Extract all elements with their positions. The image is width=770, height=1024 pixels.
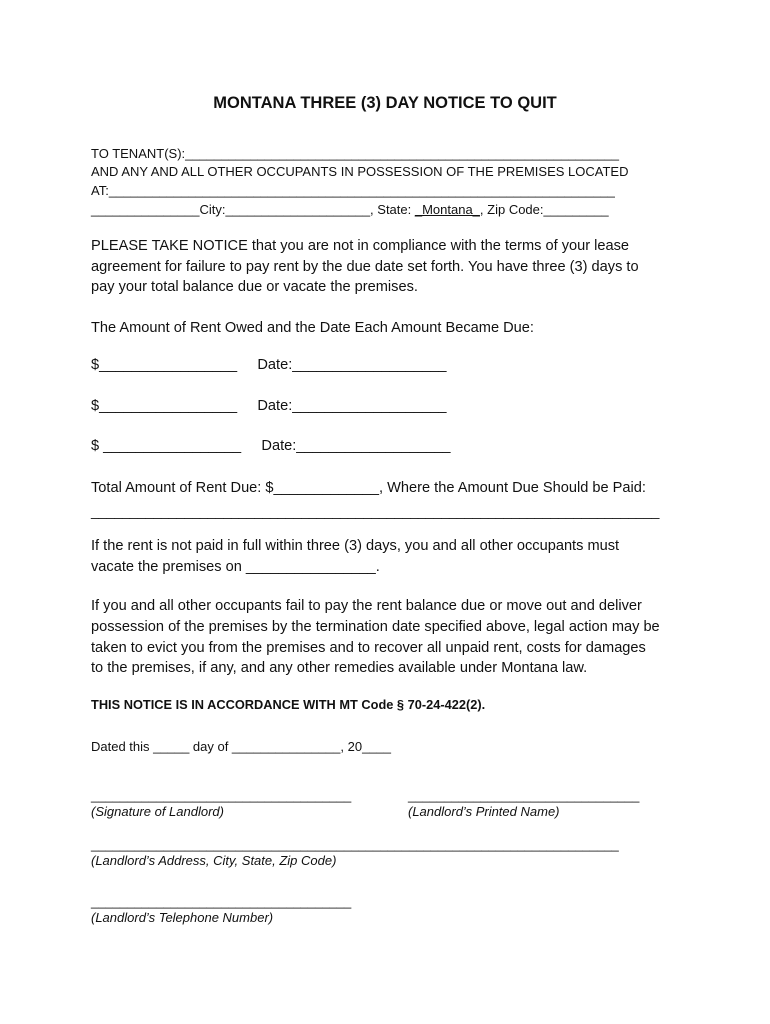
landlord-printed-name-field[interactable]: ________________________________ [408, 788, 640, 803]
dated-field[interactable]: Dated this _____ day of _______________, 20____ [91, 739, 391, 754]
landlord-signature-field[interactable]: ____________________________________ [91, 788, 352, 803]
city-field[interactable]: _______________City:____________________, State: [91, 202, 415, 217]
occupants-line: AND ANY AND ALL OTHER OCCUPANTS IN POSSESSION OF THE PREMISES LOCATED [91, 164, 629, 179]
signature-label: (Signature of Landlord) [91, 804, 224, 819]
payment-location-field[interactable]: _________________________________________________________________________ [91, 503, 660, 519]
consequence-line-1: If you and all other occupants fail to pay the rent balance due or move out and deliver [91, 598, 642, 614]
address-field[interactable]: AT:______________________________________________________________________ [91, 183, 615, 198]
consequence-line-4: to the premises, if any, and any other remedies available under Montana law. [91, 660, 588, 676]
code-notice: THIS NOTICE IS IN ACCORDANCE WITH MT Code § 70-24-422(2). [91, 697, 486, 712]
consequence-line-2: possession of the premises by the termination date specified above, legal action may be [91, 619, 660, 635]
state-field[interactable]: _Montana_ [414, 202, 480, 217]
vacate-line-1: If the rent is not paid in full within three (3) days, you and all other occupants must [91, 538, 620, 554]
landlord-phone-field[interactable]: ____________________________________ [91, 894, 352, 909]
printed-name-label: (Landlord’s Printed Name) [408, 804, 560, 819]
rent-heading: The Amount of Rent Owed and the Date Each Amount Became Due: [91, 320, 534, 336]
city-state-zip-line [91, 202, 609, 217]
tenant-field[interactable]: TO TENANT(S):____________________________________________________________ [91, 146, 619, 161]
notice-line-3: pay your total balance due or vacate the premises. [91, 279, 418, 295]
rent-row-2[interactable]: $_________________ Date:___________________ [91, 398, 447, 414]
phone-label: (Landlord’s Telephone Number) [91, 910, 274, 925]
page-title: MONTANA THREE (3) DAY NOTICE TO QUIT [213, 94, 557, 112]
zip-field[interactable]: , Zip Code:_________ [479, 202, 609, 217]
consequence-line-3: taken to evict you from the premises and to recover all unpaid rent, costs for damages [91, 640, 646, 656]
landlord-address-field[interactable]: _________________________________________________________________________ [91, 837, 619, 852]
vacate-date-field[interactable]: vacate the premises on ________________. [91, 559, 380, 575]
rent-row-3[interactable]: $ _________________ Date:___________________ [91, 438, 451, 454]
total-rent-line[interactable]: Total Amount of Rent Due: $_____________, Where the Amount Due Should be Paid: [91, 480, 646, 496]
address-label: (Landlord’s Address, City, State, Zip Code) [91, 853, 337, 868]
notice-line-2: agreement for failure to pay rent by the due date set forth. You have three (3) days to [91, 259, 639, 275]
rent-row-1[interactable]: $_________________ Date:___________________ [91, 357, 447, 373]
notice-line-1: PLEASE TAKE NOTICE that you are not in compliance with the terms of your lease [91, 238, 630, 254]
